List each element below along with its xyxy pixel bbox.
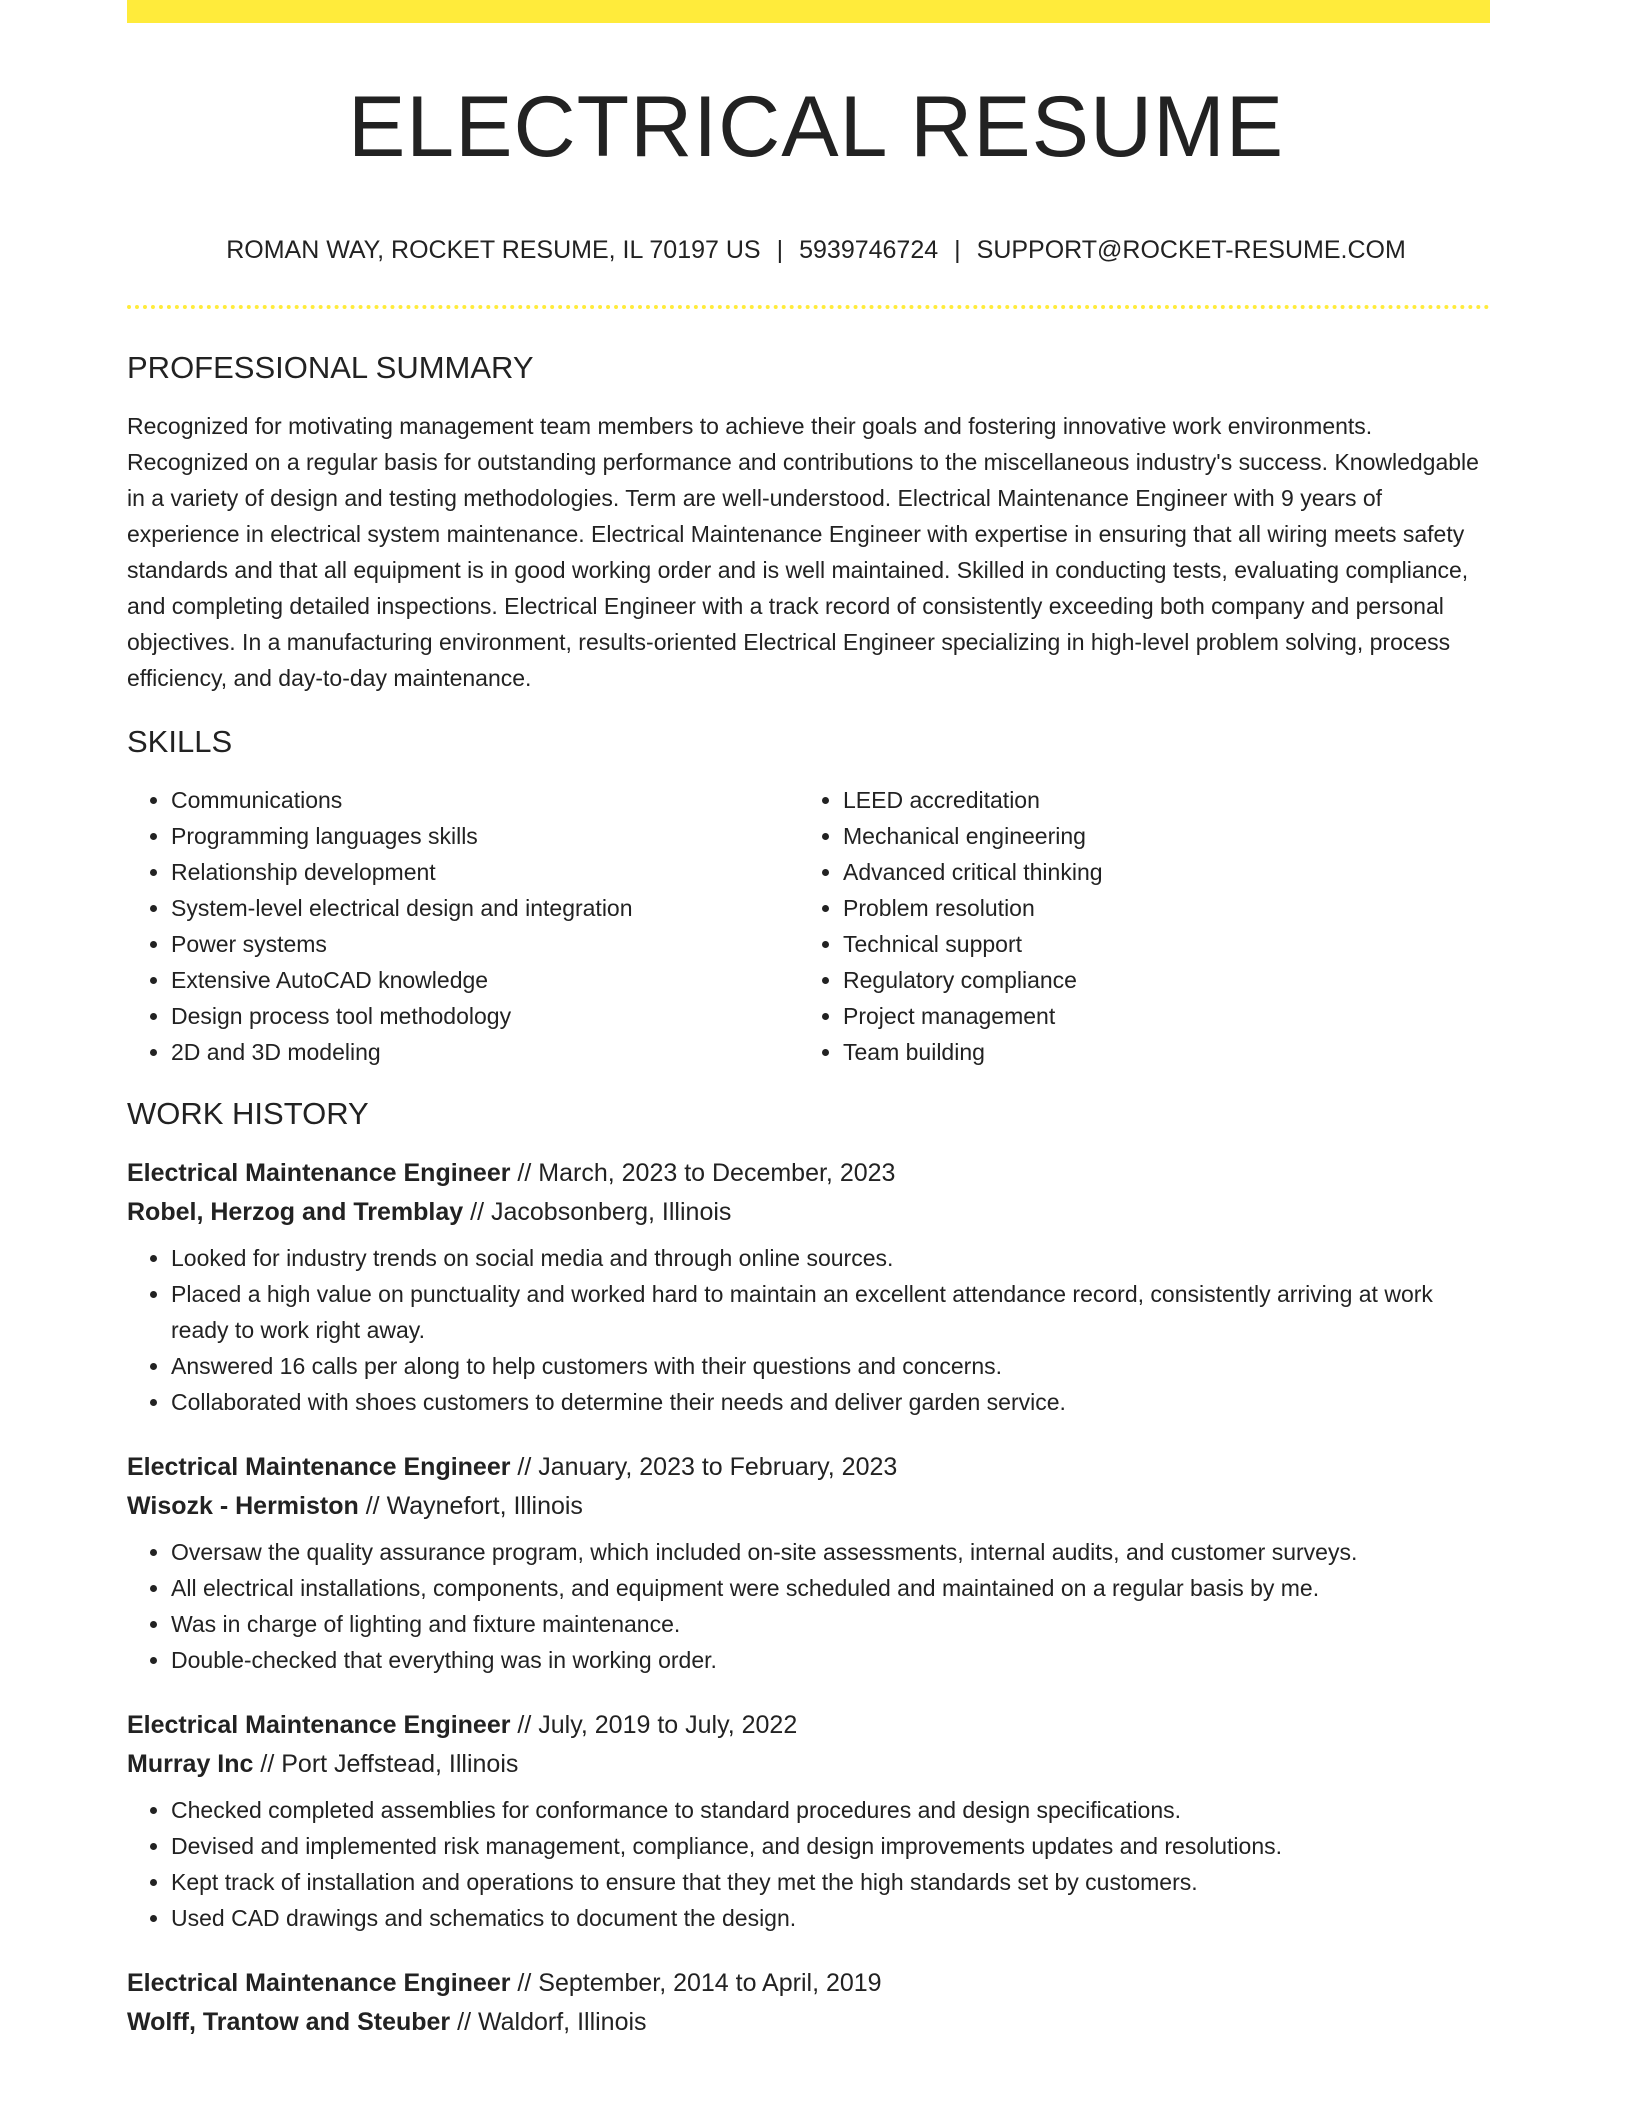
job-separator: // [510, 1969, 539, 1997]
job-separator: // [450, 2008, 478, 2036]
job-bullets [127, 1792, 1490, 1936]
summary-heading: PROFESSIONAL SUMMARY [127, 350, 534, 385]
job-company: Wisozk - Hermiston [127, 1492, 359, 1520]
contact-separator: | [776, 236, 784, 264]
job-bullet: • All electrical installations, components, and equipment were scheduled and maintained on a regular basis by me. [171, 1570, 1490, 1606]
job-dates: July, 2019 to July, 2022 [538, 1711, 798, 1739]
job-title-line [127, 1706, 1490, 1745]
skill-item: • LEED accreditation [843, 782, 1471, 818]
accent-bar [127, 0, 1490, 23]
job-dates: January, 2023 to February, 2023 [538, 1453, 898, 1481]
job-separator: // [510, 1711, 539, 1739]
job-entry [127, 1448, 1490, 1678]
job-title: Electrical Maintenance Engineer [127, 1159, 511, 1187]
skill-item: • Extensive AutoCAD knowledge [171, 962, 799, 998]
job-separator: // [510, 1453, 539, 1481]
contact-email: SUPPORT@ROCKET-RESUME.COM [976, 236, 1406, 264]
job-company: Robel, Herzog and Tremblay [127, 1198, 464, 1226]
job-bullet: • Devised and implemented risk management, compliance, and design improvements updates and resolutions. [171, 1828, 1490, 1864]
skill-item: • Mechanical engineering [843, 818, 1471, 854]
dotted-divider [127, 305, 1490, 309]
skill-item: • Programming languages skills [171, 818, 799, 854]
skill-item: • Regulatory compliance [843, 962, 1471, 998]
skill-item: • Technical support [843, 926, 1471, 962]
summary-text: Recognized for motivating management team members to achieve their goals and fostering innovative work environments. Recognized on a regular basis for outstanding performance and contributions to the miscellaneous industry's success. Knowledgable in a variety of design and testing methodologies. Term are well-understood. Electrical Maintenance Engineer with 9 years of experience in electrical system maintenance. Electrical Maintenance Engineer with expertise in ensuring that all wiring meets safety standards and that all equipment is in good working order and is well maintained. Skilled in conducting tests, evaluating compliance, and completing detailed inspections. Electrical Engineer with a track record of consistently exceeding both company and personal objectives. In a manufacturing environment, results-oriented Electrical Engineer specializing in high-level problem solving, process efficiency, and day-to-day maintenance. [127, 413, 1479, 691]
contact-line [0, 236, 1632, 265]
resume-content [127, 350, 1490, 2070]
job-bullet: • Oversaw the quality assurance program, which included on-site assessments, internal audits, and customer surveys. [171, 1534, 1490, 1570]
job-bullets [127, 1534, 1490, 1678]
skills-list [127, 782, 1490, 1070]
job-bullet: • Double-checked that everything was in working order. [171, 1642, 1490, 1678]
skill-item: • Design process tool methodology [171, 998, 799, 1034]
job-bullets [127, 1240, 1490, 1420]
job-dates: September, 2014 to April, 2019 [538, 1969, 882, 1997]
job-entry [127, 1706, 1490, 1936]
job-title-line [127, 1154, 1490, 1193]
skill-item: • System-level electrical design and integration [171, 890, 799, 926]
job-location: Waynefort, Illinois [386, 1492, 583, 1520]
job-separator: // [253, 1750, 282, 1778]
skill-item: • Relationship development [171, 854, 799, 890]
job-entry [127, 1154, 1490, 1420]
contact-address: ROMAN WAY, ROCKET RESUME, IL 70197 US [226, 236, 761, 264]
job-company-line [127, 2003, 1490, 2042]
job-bullet: • Collaborated with shoes customers to determine their needs and deliver garden service. [171, 1384, 1490, 1420]
job-separator: // [463, 1198, 491, 1226]
job-title-line [127, 1964, 1490, 2003]
job-bullet: • Was in charge of lighting and fixture maintenance. [171, 1606, 1490, 1642]
contact-phone: 5939746724 [799, 236, 939, 264]
job-bullet: • Checked completed assemblies for conformance to standard procedures and design specifications. [171, 1792, 1490, 1828]
job-title: Electrical Maintenance Engineer [127, 1453, 511, 1481]
job-company: Wolff, Trantow and Steuber [127, 2008, 451, 2036]
job-dates: March, 2023 to December, 2023 [538, 1159, 896, 1187]
job-bullet: • Looked for industry trends on social media and through online sources. [171, 1240, 1490, 1276]
job-bullet: • Used CAD drawings and schematics to document the design. [171, 1900, 1490, 1936]
job-location: Jacobsonberg, Illinois [490, 1198, 732, 1226]
job-bullet: • Answered 16 calls per along to help customers with their questions and concerns. [171, 1348, 1490, 1384]
work-history-heading: WORK HISTORY [127, 1096, 369, 1131]
job-location: Port Jeffstead, Illinois [281, 1750, 519, 1778]
job-title-line [127, 1448, 1490, 1487]
job-bullet: • Placed a high value on punctuality and worked hard to maintain an excellent attendance record, consistently arriving at work ready to work right away. [171, 1276, 1490, 1348]
skill-item: • Power systems [171, 926, 799, 962]
job-company: Murray Inc [127, 1750, 254, 1778]
skill-item: • Project management [843, 998, 1471, 1034]
contact-separator: | [954, 236, 961, 264]
job-company-line [127, 1193, 1490, 1232]
skill-item: • Team building [843, 1034, 1471, 1070]
job-title: Electrical Maintenance Engineer [127, 1969, 511, 1997]
skill-item: • Communications [171, 782, 799, 818]
skills-heading: SKILLS [127, 724, 233, 759]
job-separator: // [510, 1159, 539, 1187]
skill-item: • Advanced critical thinking [843, 854, 1471, 890]
job-location: Waldorf, Illinois [477, 2008, 647, 2036]
job-entry [127, 1964, 1490, 2042]
skills-column-right [799, 782, 1471, 1070]
skill-item: • Problem resolution [843, 890, 1471, 926]
job-company-line [127, 1745, 1490, 1784]
job-title: Electrical Maintenance Engineer [127, 1711, 511, 1739]
skills-column-left [127, 782, 799, 1070]
skill-item: • 2D and 3D modeling [171, 1034, 799, 1070]
resume-title: ELECTRICAL RESUME [347, 79, 1285, 175]
job-bullet: • Kept track of installation and operations to ensure that they met the high standards set by customers. [171, 1864, 1490, 1900]
job-separator: // [358, 1492, 387, 1520]
job-company-line [127, 1487, 1490, 1526]
